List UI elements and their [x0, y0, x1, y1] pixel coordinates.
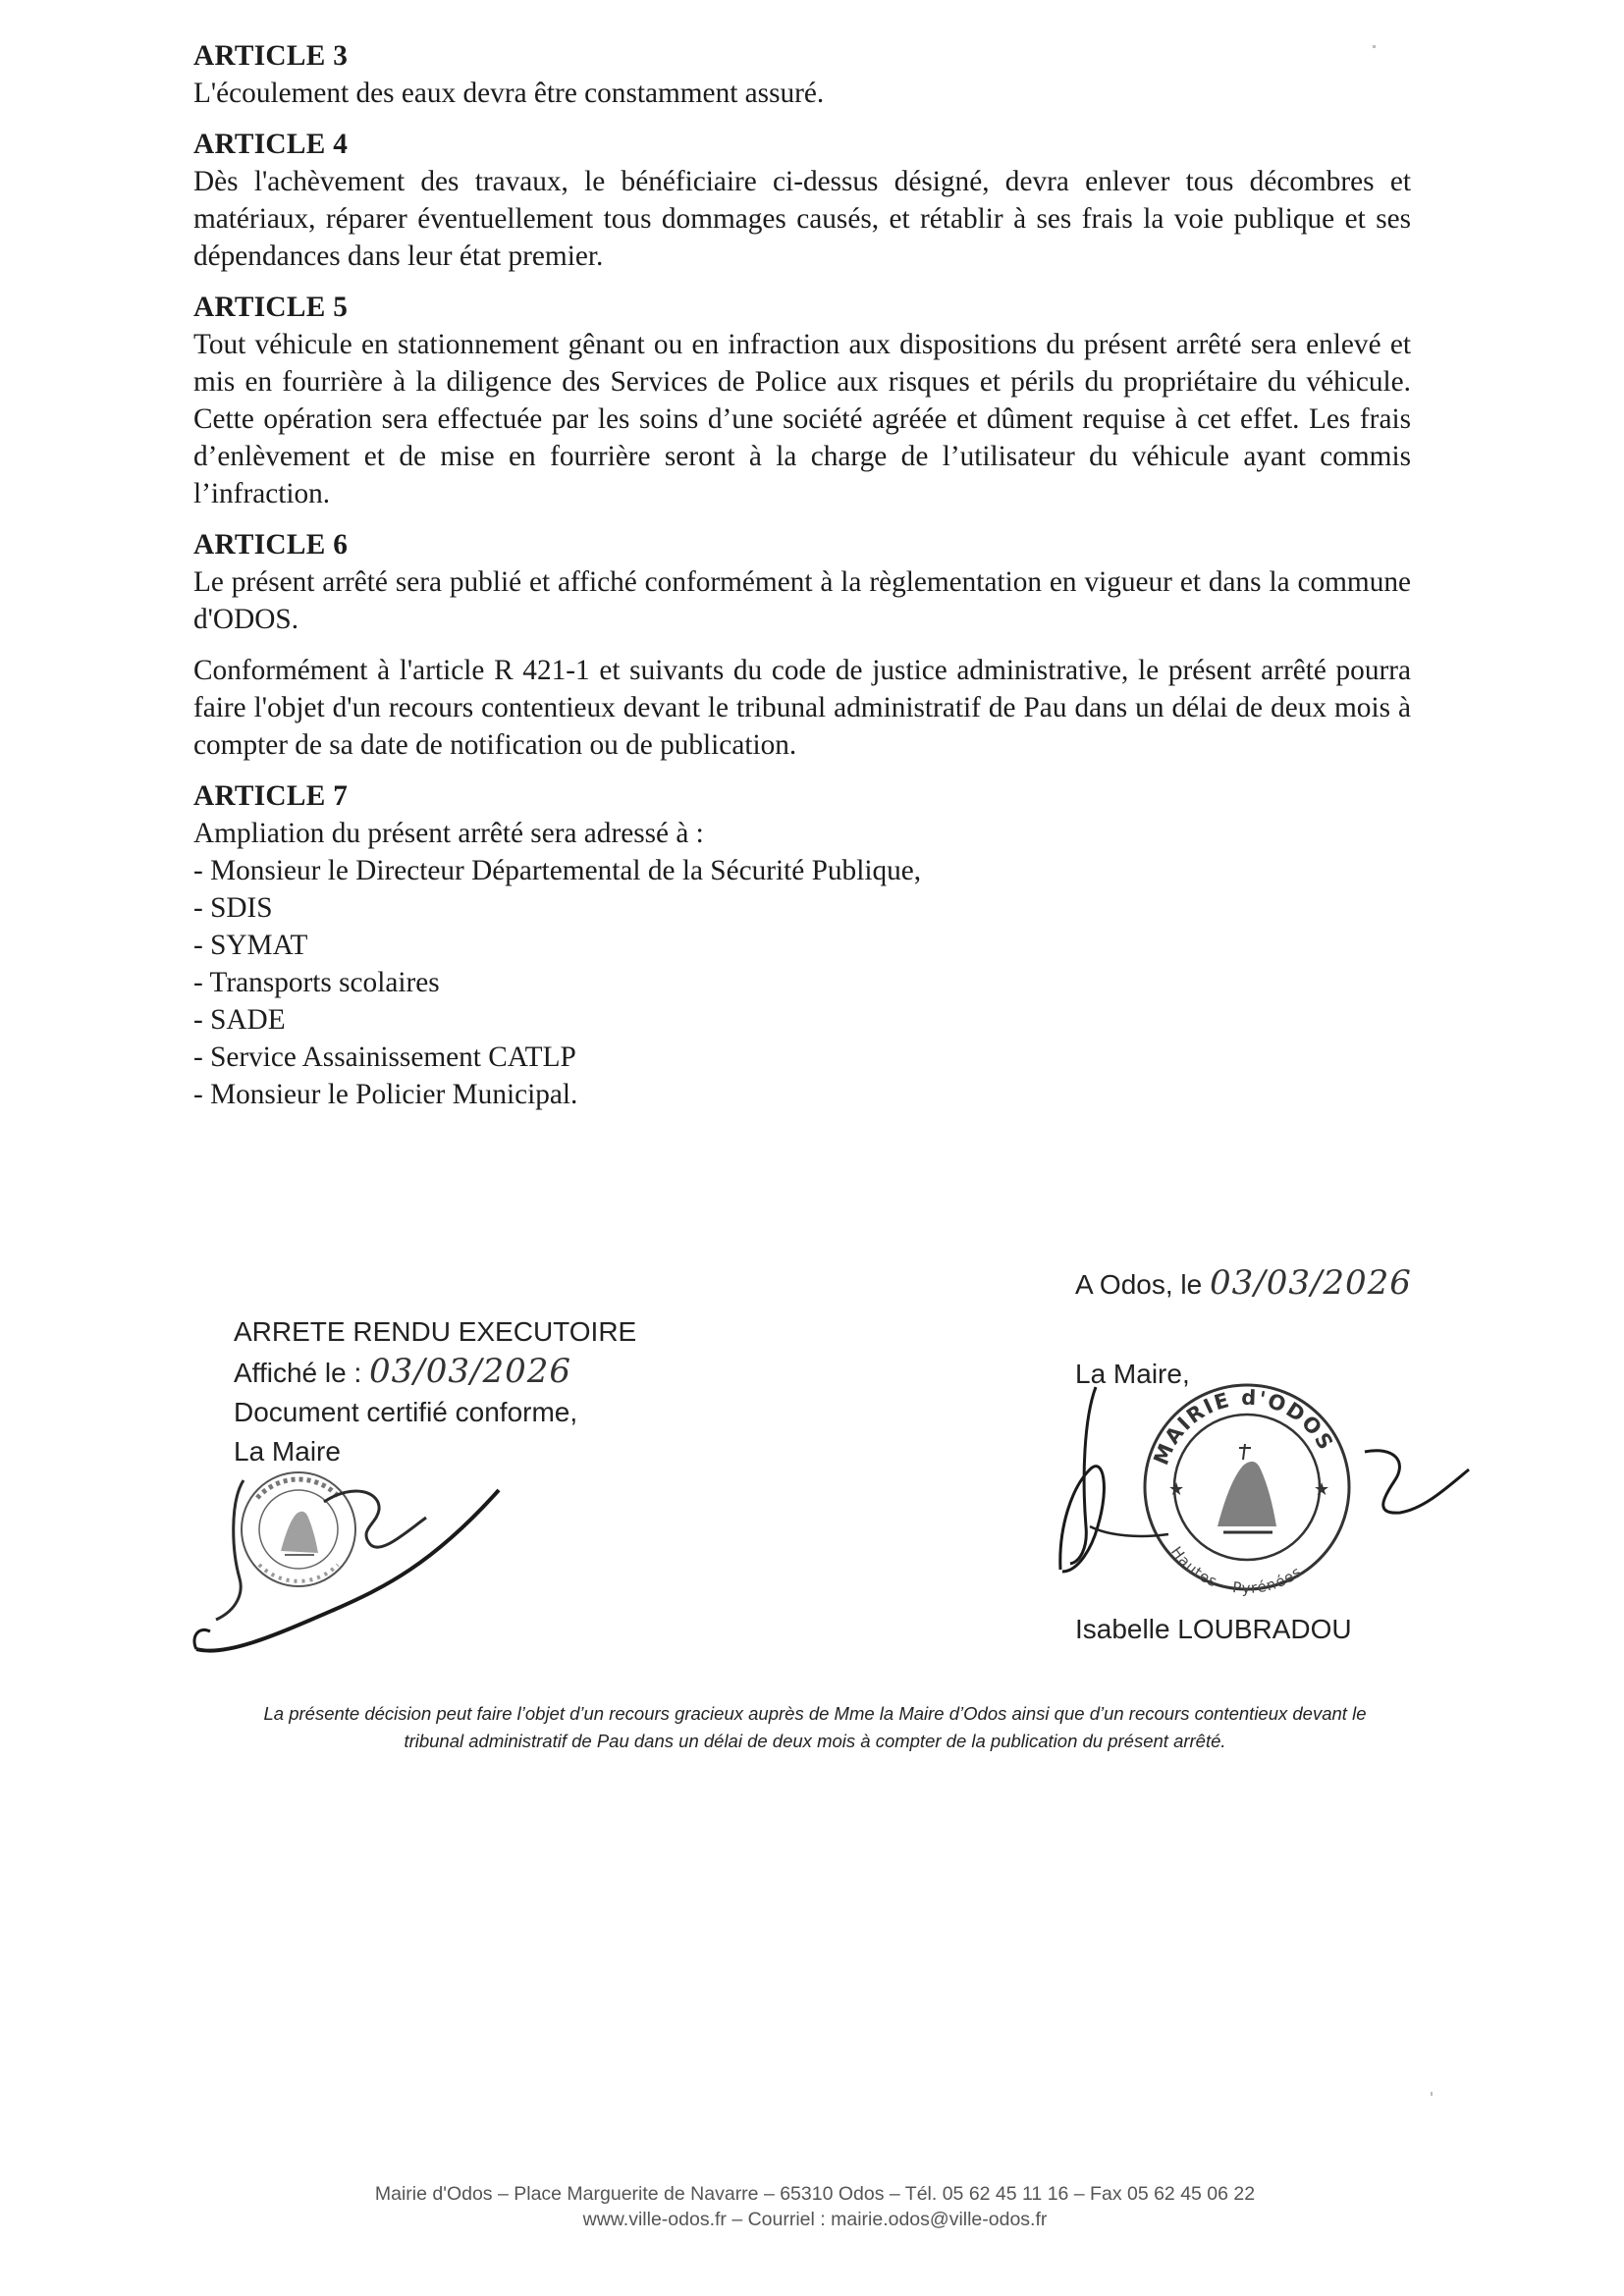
- place-date-line: [1075, 1263, 1412, 1305]
- seal-top-text: MAIRIE d'ODOS: [1149, 1385, 1339, 1468]
- article-3: [193, 37, 1411, 112]
- list-item: - SDIS: [193, 892, 273, 924]
- list-item: - SYMAT: [193, 930, 308, 961]
- list-item: - SADE: [193, 1004, 286, 1036]
- articles-section: [193, 37, 1411, 1127]
- list-item: - Service Assainissement CATLP: [193, 1041, 576, 1073]
- signer-role: La Maire,: [1075, 1359, 1190, 1389]
- article-title: ARTICLE 6: [193, 529, 349, 561]
- handwritten-date: 03/03/2026: [369, 1352, 571, 1391]
- article-title: ARTICLE 7: [193, 780, 349, 812]
- affiche-label: Affiché le :: [234, 1358, 370, 1388]
- legal-notice: [147, 1700, 1483, 1755]
- article-4: [193, 126, 1411, 275]
- svg-text:★: ★: [1314, 1479, 1330, 1500]
- mairie-seal-icon: [1145, 1385, 1349, 1597]
- article-paragraph: Dès l'achèvement des travaux, le bénéficiaire ci-dessus désigné, devra enlever tous décombres et matériaux, réparer éventuellement tous dommages causés, et rétablir à ses frais la voie publique et ses dépendances dans leur état premier.: [193, 166, 1411, 272]
- notice-line: La présente décision peut faire l’objet d’un recours gracieux auprès de Mme la Maire d’Odos ainsi que d’un recours contentieux devant le: [263, 1703, 1367, 1724]
- ampliation-list: [193, 852, 1411, 1113]
- article-paragraph: Conformément à l'article R 421-1 et suivants du code de justice administrative, le présent arrêté pourra faire l'objet d'un recours contentieux devant le tribunal administratif de Pau dans un délai de deux mois à compter de sa date de notification ou de publication.: [193, 655, 1411, 761]
- signature-icon: [194, 1480, 499, 1651]
- signer-name: Isabelle LOUBRADOU: [1075, 1614, 1352, 1644]
- footer-contact: www.ville-odos.fr – Courriel : mairie.odos@ville-odos.fr: [582, 2209, 1048, 2230]
- ampliation-intro: Ampliation du présent arrêté sera adressé à :: [193, 818, 704, 849]
- seal-bottom-text: Hautes - Pyrénées: [1166, 1543, 1306, 1597]
- article-7: [193, 777, 1411, 1113]
- article-paragraph: Tout véhicule en stationnement gênant ou en infraction aux dispositions du présent arrêté sera enlevé et mis en fourrière à la diligence des Services de Police aux risques et périls du propriétaire du véhicule. Cette opération sera effectuée par les soins d’une société agréée et dûment requise à cet effet. Les frais d’enlèvement et de mise en fourrière seront à la charge de l’utilisateur du véhicule ayant commis l’infraction.: [193, 329, 1411, 509]
- list-item: - Monsieur le Directeur Départemental de la Sécurité Publique,: [193, 855, 922, 886]
- affiche-line: [234, 1352, 646, 1393]
- notice-line: tribunal administratif de Pau dans un délai de deux mois à compter de la publication du présent arrêté.: [404, 1731, 1226, 1751]
- footer-address: Mairie d'Odos – Place Marguerite de Navarre – 65310 Odos – Tél. 05 62 45 11 16 – Fax 05 62 45 06 22: [374, 2183, 1256, 2205]
- list-item: - Monsieur le Policier Municipal.: [193, 1079, 578, 1110]
- right-seal-signature: [1051, 1379, 1473, 1605]
- page-footer: [147, 2181, 1483, 2232]
- article-5: [193, 289, 1411, 512]
- article-paragraph: Le présent arrêté sera publié et affiché conformément à la règlementation en vigueur et dans la commune d'ODOS.: [193, 566, 1411, 635]
- scan-speck: [1373, 45, 1376, 48]
- svg-text:Hautes - Pyrénées: [1167, 1543, 1305, 1597]
- executoire-block: [234, 1312, 646, 1471]
- executoire-signer: La Maire: [234, 1436, 341, 1467]
- article-paragraph: L'écoulement des eaux devra être constamment assuré.: [193, 78, 825, 109]
- scan-speck: [1431, 2092, 1433, 2096]
- article-title: ARTICLE 4: [193, 129, 349, 160]
- executoire-heading: ARRETE RENDU EXECUTOIRE: [234, 1316, 637, 1347]
- certified-text: Document certifié conforme,: [234, 1397, 578, 1427]
- place-label: A Odos, le: [1075, 1269, 1210, 1300]
- article-6: [193, 526, 1411, 764]
- mairie-seal-icon: [242, 1472, 355, 1586]
- article-title: ARTICLE 3: [193, 40, 349, 72]
- list-item: - Transports scolaires: [193, 967, 440, 998]
- handwritten-date: 03/03/2026: [1209, 1263, 1412, 1303]
- article-title: ARTICLE 5: [193, 292, 349, 323]
- left-seal-signature: [187, 1463, 511, 1659]
- svg-text:★: ★: [1168, 1479, 1185, 1500]
